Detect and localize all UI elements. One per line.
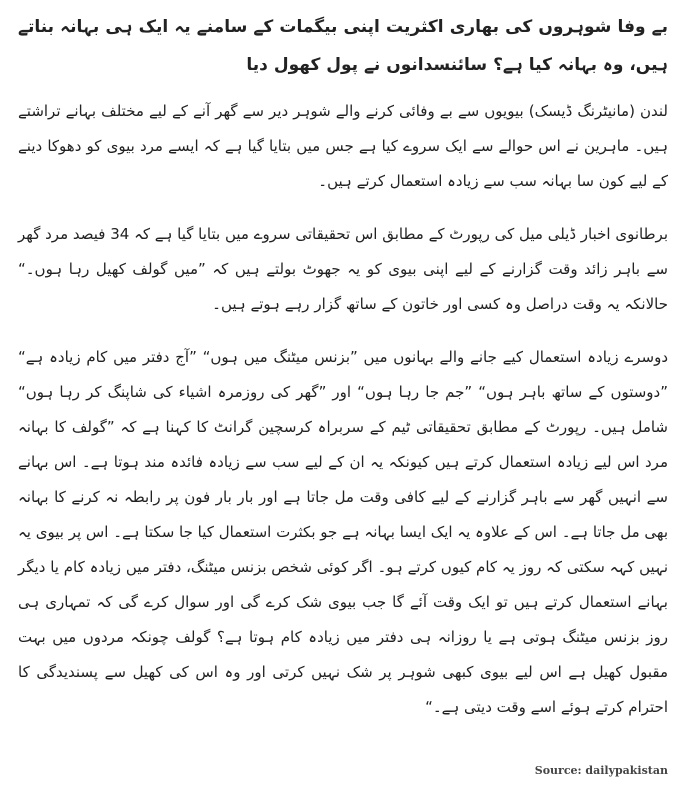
article: [18, 8, 668, 743]
headline: بے وفا شوہروں کی بھاری اکثریت اپنی بیگمات کے سامنے یہ ایک ہی بہانہ بناتے ہیں، وہ بہانہ کیا ہے؟ سائنسدانوں نے پول کھول دیا: [18, 17, 668, 75]
paragraph-intro: لندن (مانیٹرنگ ڈیسک) بیویوں سے بے وفائی کرنے والے شوہر دیر سے گھر آنے کے لیے مختلف بہانے تراشتے ہیں۔ ماہرین نے اس حوالے سے ایک سروے کیا ہے جس میں بتایا گیا ہے کہ ایسے مرد بیوی کو دھوکا دینے کے لیے کون سا بہانہ سب سے زیادہ استعمال کرتے ہیں۔: [18, 102, 668, 190]
paragraph-excuses: دوسرے زیادہ استعمال کیے جانے والے بہانوں میں ”بزنس میٹنگ میں ہوں“ ”آج دفتر میں کام زیادہ ہے“ ”دوستوں کے ساتھ باہر ہوں“ ”جم جا رہا ہوں“ اور ”گھر کی روزمرہ اشیاء کی شاپنگ کر رہا ہوں“ شامل ہیں۔ رپورٹ کے مطابق تحقیقاتی ٹیم کے سربراہ کرسچین گرانٹ کا کہنا ہے کہ ”گولف کا بہانہ مرد اس لیے زیادہ استعمال کرتے ہیں کیونکہ یہ ان کے لیے سب سے زیادہ فائدہ مند ہوتا ہے۔ اس بہانے سے انہیں گھر سے باہر گزارنے کے لیے کافی وقت مل جاتا ہے اور بار بار فون پر رابطہ نہ کرنے کا بہانہ بھی مل جاتا ہے۔ اس کے علاوہ یہ ایک ایسا بہانہ ہے جو بکثرت استعمال کیا جا سکتا ہے۔ اس پر بیوی یہ نہیں کہہ سکتی کہ روز یہ کام کیوں کرتے ہو۔ اگر کوئی شخص بزنس میٹنگ، دفتر میں زیادہ کام یا دیگر بہانے استعمال کرتے ہیں تو ایک وقت آئے گا جب بیوی شک کرے گی اور سوال کرے گی کہ تمہاری ہی روز بزنس میٹنگ ہوتی ہے یا روزانہ ہی دفتر میں زیادہ کام ہوتا ہے؟ گولف چونکہ مردوں میں بہت مقبول کھیل ہے اس لیے بیوی کبھی شوہر پر شک نہیں کرتی اور وہ اس کی کھیل سے پسندیدگی کا احترام کرتے ہوئے اسے وقت دیتی ہے۔“: [18, 348, 668, 716]
source-credit: Source: dailypakistan: [534, 764, 668, 777]
paragraph-survey: برطانوی اخبار ڈیلی میل کی رپورٹ کے مطابق اس تحقیقاتی سروے میں بتایا گیا ہے کہ 34 فیصد مرد گھر سے باہر زائد وقت گزارنے کے لیے اپنی بیوی کو یہ جھوٹ بولتے ہیں کہ ”میں گولف کھیل رہا ہوں۔“ حالانکہ یہ وقت دراصل وہ کسی اور خاتون کے ساتھ گزار رہے ہوتے ہیں۔: [18, 225, 668, 313]
